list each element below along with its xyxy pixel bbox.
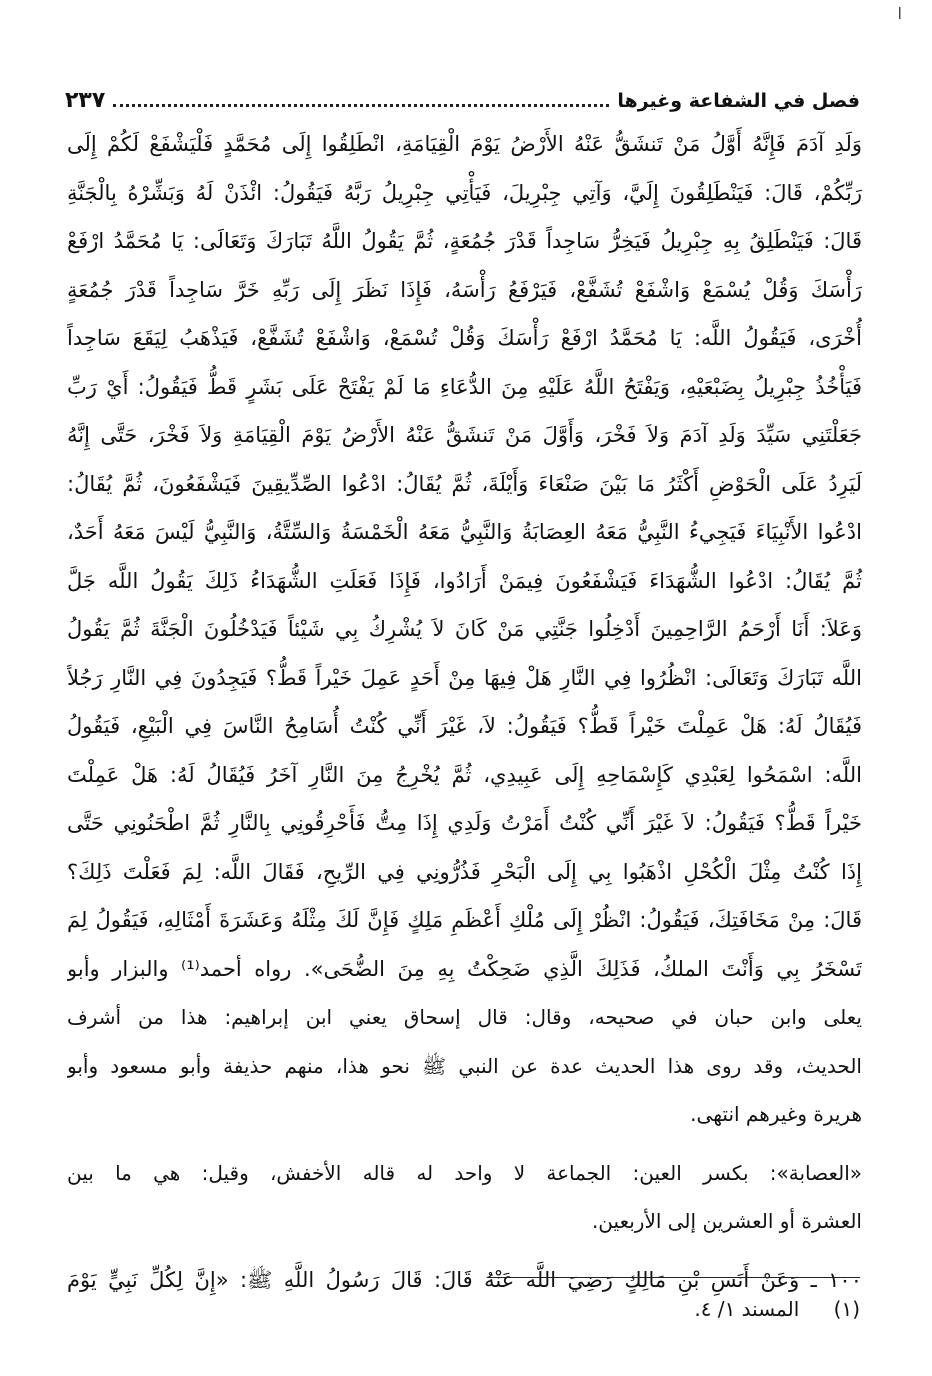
text-line: وَعَلاَ: أَنَا أَرْحَمُ الرَّاحِمِينَ أَدْخِلُوا جَنَّتِي مَنْ كَانَ لاَ يُشْرِكُ بِي شَيْئاً فَيَدْخُلُونَ الْجَنَّةَ ثُمَّ يَقُولُ — [67, 617, 862, 641]
footnote-number: (١) — [833, 1297, 860, 1321]
chapter-title: فصل في الشفاعة وغيرها — [617, 90, 860, 112]
text-line: يعلى وابن حبان في صحيحه، وقال: قال إسحاق يعني ابن إبراهيم: هذا من أشرف — [67, 1005, 862, 1029]
header-dot-leader — [113, 103, 609, 107]
paragraph-gap — [67, 1246, 862, 1256]
text-line: قَالَ: فَيَنْطَلِقُ بِهِ جِبْرِيلُ فَيَخِرُّ سَاجِداً قَدْرَ جُمُعَةٍ، ثُمَّ يَقُولُ اللَّهُ تَبَارَكَ وَتَعَالَى: يَا مُحَمَّدُ ارْفَعْ — [67, 229, 862, 253]
text-line: هريرة وغيرهم انتهى. — [690, 1102, 862, 1126]
gloss-line: «العصابة»: بكسر العين: الجماعة لا واحد له قاله الأخفش، وقيل: هي ما بين — [67, 1160, 862, 1185]
text-line: لَيَرِدُ عَلَى الْحَوْضِ أَكْثَرُ مَا بَيْنَ صَنْعَاءَ وَأَيْلَةَ، ثُمَّ يُقَالُ: ادْعُوا الصِّدِّيقِينَ فَيَشْفَعُونَ، ثُمَّ يُقَالُ: — [67, 471, 862, 496]
text-line: إِذَا كُنْتُ مِثْلَ الْكُحْلِ اذْهَبُوا بِي إِلَى الْبَحْرِ فَذُرُّونِي فِي الرِّيحِ، فَقَالَ اللَّه: لِمَ فَعَلْتَ ذَلِكَ؟ — [67, 859, 862, 884]
footnote-separator — [488, 1277, 860, 1278]
gloss-line: العشرة أو العشرين إلى الأربعين. — [591, 1209, 862, 1233]
text-line: رَبِّكُمْ، قَالَ: فَيَنْطَلِقُونَ إِلَيَّ، وَآتِي جِبْرِيلَ، فَيَأْتِي جِبْرِيلُ رَبَّهُ فَيَقُولُ: ائْذَنْ لَهُ وَبَشِّرْهُ بِالْجَنَّةِ — [67, 180, 862, 205]
main-text — [67, 120, 862, 1304]
page-number: ٢٣٧ — [65, 88, 106, 113]
page-corner-mark: ا — [897, 4, 902, 23]
text-line: فَيُقَالُ لَهُ: هَلْ عَمِلْتَ خَيْراً قَطُّ؟ فَيَقُولُ: لاَ، غَيْرَ أَنِّي كُنْتُ أُسَامِحُ النَّاسَ فِي الْبَيْعِ، فَيَقُولُ — [67, 714, 862, 738]
text-line: وَلَدِ آدَمَ فَإِنَّهُ أَوَّلُ مَنْ تَنشَقُّ عَنْهُ الأَرْضُ يَوْمَ الْقِيَامَةِ، انْطَلِقُوا إِلَى مُحَمَّدٍ فَلْيَشْفَعْ لَكُمْ إِلَى — [67, 132, 862, 156]
text-line: أُخْرَى، فَيَقُولُ اللَّه: يَا مُحَمَّدُ ارْفَعْ رَأْسَكَ وَقُلْ تُسْمَعْ، وَاشْفَعْ تُشَفَّعْ، فَيَذْهَبُ لِيَقَعَ سَاجِداً — [67, 326, 862, 350]
text-line: تَسْخَرُ بِي وَأَنْتَ الملكُ، فَذَلِكَ الَّذِي ضَحِكْتُ بِهِ مِنَ الضُّحَى». رواه أحمد⁽¹⁾ والبزار وأبو — [67, 956, 862, 981]
text-line: رَأْسَكَ وَقُلْ يُسْمَعْ وَاشْفَعْ تُشَفَّعْ، فَيَرْفَعُ رَأْسَهُ، فَإِذَا نَظَرَ إِلَى رَبِّهِ خَرَّ سَاجِداً قَدْرَ جُمُعَةٍ — [67, 277, 862, 302]
text-line: جَعَلْتَنِي سَيِّدَ وَلَدِ آدَمَ وَلاَ فَخْرَ، وَأَوَّلَ مَنْ تَنشَقُّ عَنْهُ الأَرْضُ يَوْمَ الْقِيَامَةِ وَلاَ فَخْرَ، حَتَّى إِنَّهُ — [67, 423, 862, 447]
text-line: فَيَأْخُذُ جِبْرِيلُ بِضَبْعَيْهِ، وَيَفْتَحُ اللَّهُ عَلَيْهِ مِنَ الدُّعَاءِ مَا لَمْ يَفْتَحْ عَلَى بَشَرٍ قَطُّ فَيَقُولُ: أَيْ رَبِّ — [67, 374, 862, 399]
text-line: ثُمَّ يُقَالُ: ادْعُوا الشُّهَدَاءَ فَيَشْفَعُونَ فِيمَنْ أَرَادُوا، فَإِذَا فَعَلَتِ الشُّهَدَاءُ ذَلِكَ يَقُولُ اللَّه جَلَّ — [67, 568, 862, 593]
text-line: خَيْراً قَطُّ؟ فَيَقُولُ: لاَ غَيْرَ أَنِّي كُنْتُ أَمَرْتُ وَلَدِي إِذَا مِتُّ فَأَحْرِقُونِي بِالنَّارِ ثُمَّ اطْحَنُونِي حَتَّى — [67, 811, 862, 835]
hadith-100-start: ١٠٠ ـ وَعَنْ أَنَسِ بْنِ مَالِكٍ رَضِيَ اللَّه عَنْهُ قَالَ: قَالَ رَسُولُ اللَّهِ ﷺ: «إِنَّ لِكُلِّ نَبِيٍّ يَوْمَ — [67, 1267, 862, 1292]
text-line: اللَّه تَبَارَكَ وَتَعَالَى: انْظُرُوا فِي النَّارِ هَلْ فِيهَا مِنْ أَحَدٍ عَمِلَ خَيْراً قَطُّ؟ فَيَجِدُونَ فِي النَّارِ رَجُلاً — [67, 665, 862, 690]
paragraph-gap — [67, 1139, 862, 1149]
text-line: الحديث، وقد روى هذا الحديث عدة عن النبي ﷺ نحو هذا، منهم حذيفة وأبو مسعود وأبو — [67, 1053, 862, 1078]
footnote — [65, 1292, 860, 1326]
running-header — [65, 88, 860, 113]
text-line: ادْعُوا الأَنْبِيَاءَ فَيَجِيءُ النَّبِيُّ مَعَهُ العِصَابَةُ وَالنَّبِيُّ مَعَهُ الْخَمْسَةُ وَالسِّتَّةُ، وَالنَّبِيُّ لَيْسَ مَعَهُ أَحَدٌ، — [67, 520, 862, 544]
text-line: قَالَ: مِنْ مَخَافَتِكَ، فَيَقُولُ: انْظُرْ إِلَى مُلْكِ أَعْظَمِ مَلِكٍ فَإِنَّ لَكَ مِثْلَهُ وَعَشَرَةَ أَمْثَالِهِ، فَيَقُولُ لِمَ — [67, 908, 862, 932]
text-line: اللَّه: اسْمَحُوا لِعَبْدِي كَإِسْمَاحِهِ إِلَى عَبِيدِي، ثُمَّ يُخْرِجُ مِنَ النَّارِ آخَرُ فَيُقَالُ لَهُ: هَلْ عَمِلْتَ — [67, 762, 862, 787]
footnote-text: المسند ١/ ٤. — [694, 1297, 800, 1321]
